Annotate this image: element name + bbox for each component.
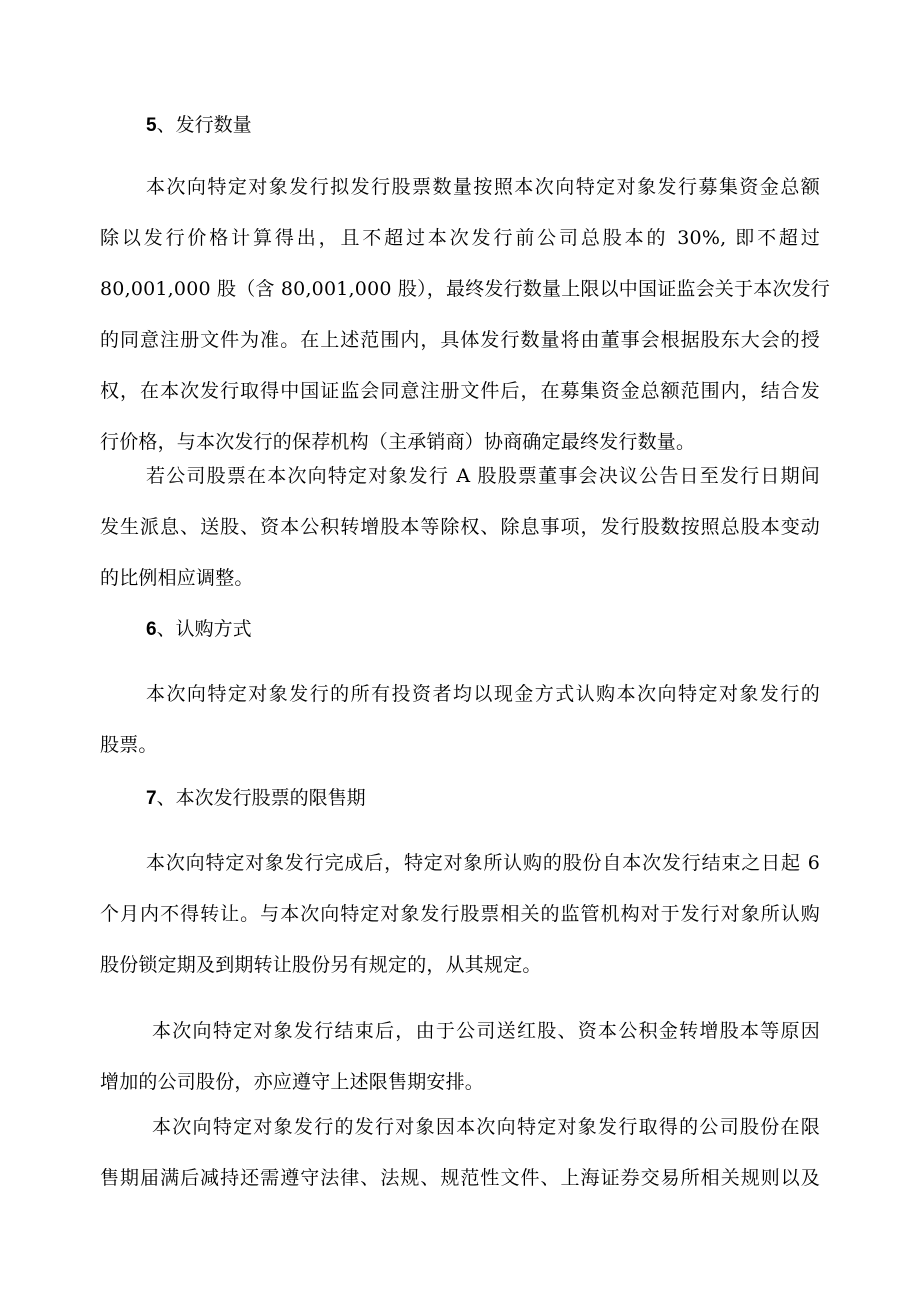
section-number: 7: [146, 788, 157, 809]
paragraph-bonus-shares: [100, 1019, 820, 1121]
text-line: 售期届满后减持还需遵守法律、法规、规范性文件、上海证券交易所相关规则以及: [100, 1167, 820, 1189]
paragraph-issue-quantity: [100, 175, 830, 481]
paragraph-reduction-rules: [100, 1115, 820, 1217]
section-title: 、认购方式: [156, 618, 252, 640]
section-title: 、本次发行股票的限售期: [156, 787, 366, 809]
text-line: 本次向特定对象发行拟发行股票数量按照本次向特定对象发行募集资金总额: [146, 176, 820, 198]
text-line: 除以发行价格计算得出，且不超过本次发行前公司总股本的 30%, 即不超过: [100, 227, 820, 249]
section-heading-6: [146, 617, 646, 642]
text-line: 本次向特定对象发行完成后，特定对象所认购的股份自本次发行结束之日起 6: [146, 852, 820, 874]
text-line: 的同意注册文件为准。在上述范围内，具体发行数量将由董事会根据股东大会的授: [100, 329, 820, 351]
section-title: 、发行数量: [156, 114, 252, 136]
text-line: 本次向特定对象发行结束后，由于公司送红股、资本公积金转增股本等原因: [152, 1020, 820, 1042]
text-line: 权，在本次发行取得中国证监会同意注册文件后，在募集资金总额范围内，结合发: [100, 380, 820, 402]
section-heading-5: [146, 113, 646, 138]
paragraph-subscription-method: [100, 682, 820, 784]
text-line: 80,001,000 股（含 80,001,000 股），最终发行数量上限以中国证监会关于本次发行: [100, 278, 830, 300]
paragraph-adjustment: [100, 464, 820, 617]
section-number: 6: [146, 619, 157, 640]
text-line: 股票。: [100, 734, 158, 756]
section-number: 5: [146, 115, 157, 136]
text-line: 增加的公司股份，亦应遵守上述限售期安排。: [100, 1071, 485, 1093]
text-line: 个月内不得转让。与本次向特定对象发行股票相关的监管机构对于发行对象所认购: [100, 903, 820, 925]
text-line: 本次向特定对象发行的所有投资者均以现金方式认购本次向特定对象发行的: [146, 683, 820, 705]
text-line: 行价格，与本次发行的保荐机构（主承销商）协商确定最终发行数量。: [100, 431, 696, 453]
text-line: 的比例相应调整。: [100, 567, 254, 589]
text-line: 发生派息、送股、资本公积转增股本等除权、除息事项，发行股数按照总股本变动: [100, 516, 820, 538]
section-heading-7: [146, 786, 646, 811]
text-line: 本次向特定对象发行的发行对象因本次向特定对象发行取得的公司股份在限: [152, 1116, 820, 1138]
text-line: 股份锁定期及到期转让股份另有规定的，从其规定。: [100, 954, 542, 976]
text-line: 若公司股票在本次向特定对象发行 A 股股票董事会决议公告日至发行日期间: [146, 465, 820, 487]
paragraph-lockup-period: [100, 851, 820, 1004]
